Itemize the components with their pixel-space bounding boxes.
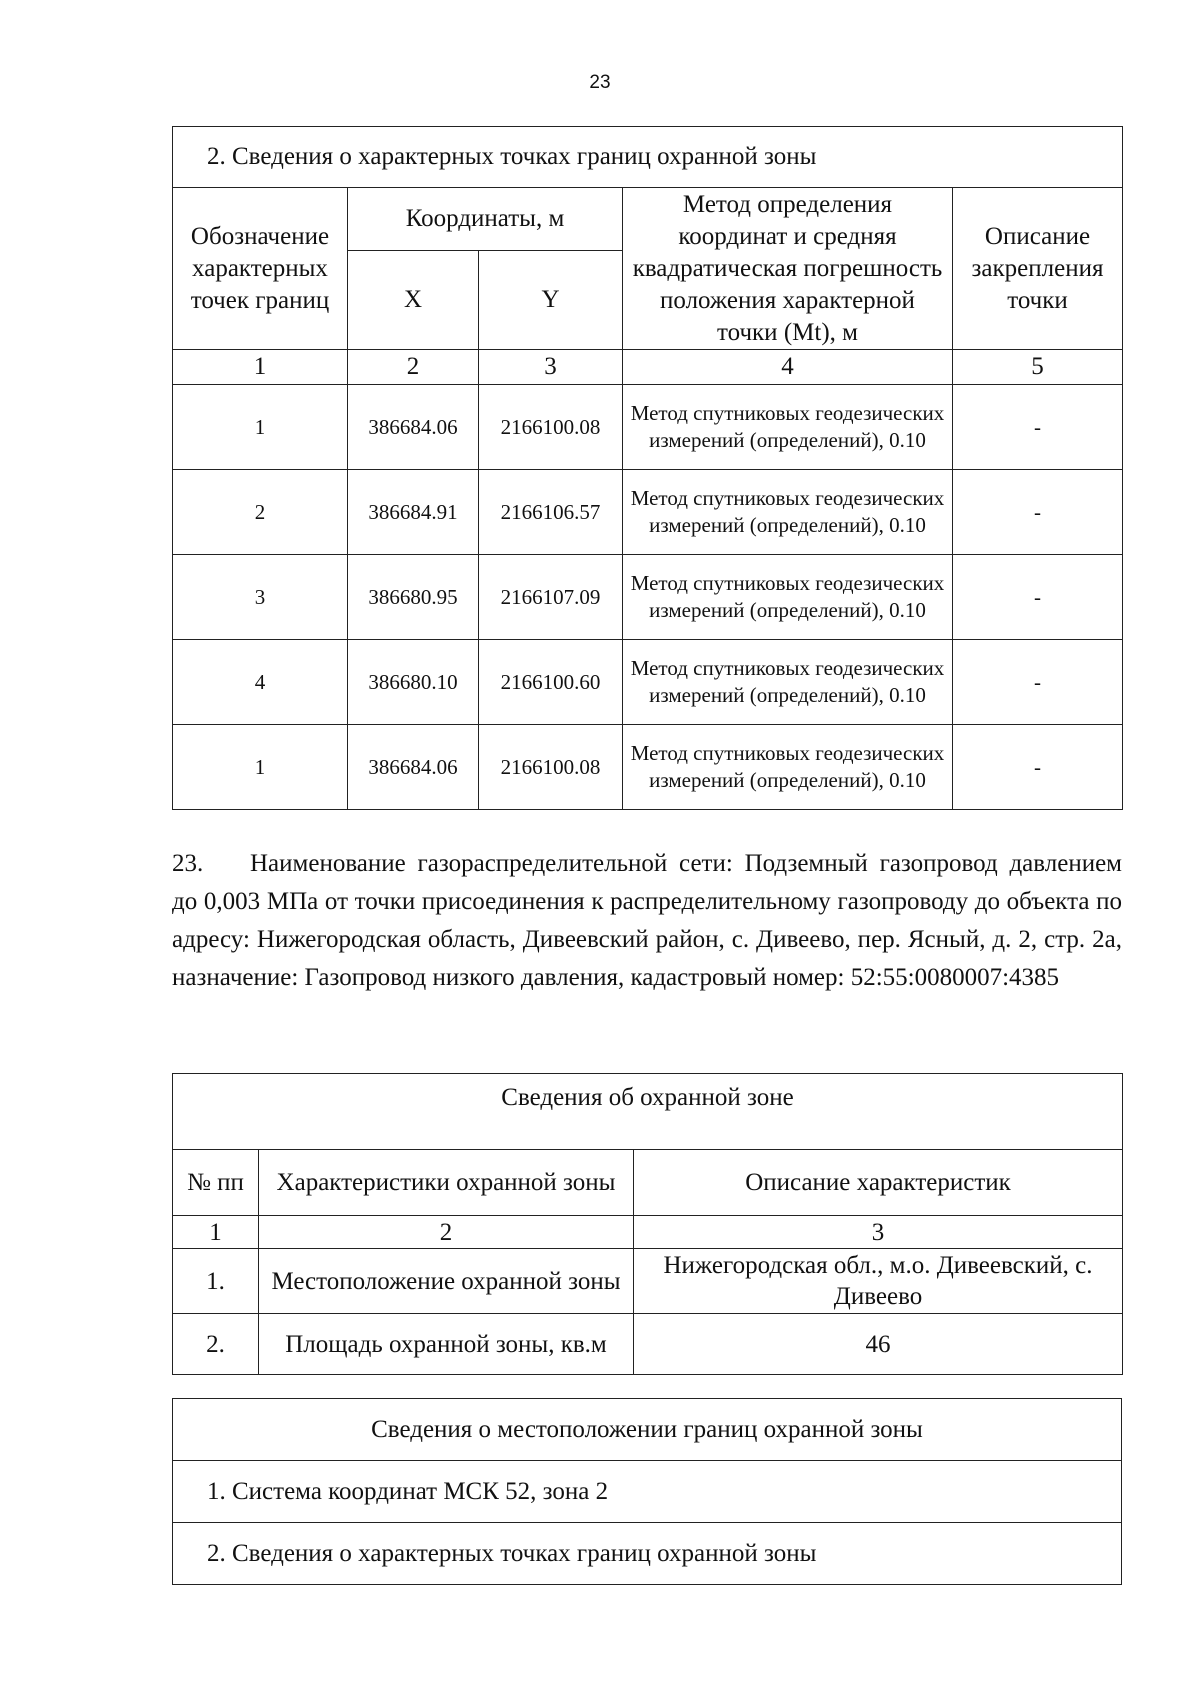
method: Метод спутниковых геодезических измерений (определений), 0.10 — [623, 640, 953, 725]
table-title: Сведения об охранной зоне — [173, 1074, 1123, 1150]
method: Метод спутниковых геодезических измерений (определений), 0.10 — [623, 385, 953, 470]
table-row — [173, 725, 1123, 810]
boundary-location-table — [172, 1398, 1122, 1585]
header-coordinates: Координаты, м — [348, 188, 623, 251]
header-characteristics: Характеристики охранной зоны — [259, 1150, 634, 1216]
header-designation: Обозначение характерных точек границ — [173, 188, 348, 350]
fixation-description: - — [953, 725, 1123, 810]
coord-y: 2166100.60 — [479, 640, 623, 725]
characteristic-value: Нижегородская обл., м.о. Дивеевский, с. Дивеево — [634, 1249, 1123, 1314]
coord-y: 2166106.57 — [479, 470, 623, 555]
table-row — [173, 1249, 1123, 1314]
characteristic-value: 46 — [634, 1314, 1123, 1375]
boundary-points-heading: 2. Сведения о характерных точках границ охранной зоны — [173, 1523, 1122, 1585]
coordinate-system: 1. Система координат МСК 52, зона 2 — [173, 1461, 1122, 1523]
characteristic-name: Площадь охранной зоны, кв.м — [259, 1314, 634, 1375]
point-number: 4 — [173, 640, 348, 725]
column-number: 1 — [173, 1216, 259, 1249]
fixation-description: - — [953, 640, 1123, 725]
header-y: Y — [479, 251, 623, 350]
column-number: 3 — [479, 350, 623, 385]
header-x: X — [348, 251, 479, 350]
coord-x: 386680.10 — [348, 640, 479, 725]
row-number: 1. — [173, 1249, 259, 1314]
table-row — [173, 640, 1123, 725]
column-number: 4 — [623, 350, 953, 385]
point-number: 3 — [173, 555, 348, 640]
table-row — [173, 385, 1123, 470]
table-row — [173, 1314, 1123, 1375]
characteristic-name: Местоположение охранной зоны — [259, 1249, 634, 1314]
coord-y: 2166100.08 — [479, 385, 623, 470]
coord-y: 2166107.09 — [479, 555, 623, 640]
coord-y: 2166100.08 — [479, 725, 623, 810]
boundary-points-table — [172, 126, 1123, 810]
point-number: 1 — [173, 725, 348, 810]
protection-zone-table — [172, 1073, 1123, 1375]
paragraph-text: Наименование газораспределительной сети: Подземный газопровод давлением до 0,003 МПа от точки присоединения к распределительному газопроводу до объекта по адресу: Нижегородская область, Дивеевский район, с. Дивеево, пер. Ясный, д. 2, стр. 2а, назначение: Газопровод низкого давления, кадастровый номер: 52:55:0080007:4385 — [172, 850, 1122, 991]
row-number: 2. — [173, 1314, 259, 1375]
column-number: 5 — [953, 350, 1123, 385]
column-number: 1 — [173, 350, 348, 385]
coord-x: 386684.06 — [348, 385, 479, 470]
header-number: № пп — [173, 1150, 259, 1216]
table-row — [173, 555, 1123, 640]
point-number: 1 — [173, 385, 348, 470]
fixation-description: - — [953, 385, 1123, 470]
method: Метод спутниковых геодезических измерений (определений), 0.10 — [623, 470, 953, 555]
table-title: Сведения о местоположении границ охранной зоны — [173, 1399, 1122, 1461]
table-row — [173, 470, 1123, 555]
fixation-description: - — [953, 470, 1123, 555]
header-method: Метод определения координат и средняя квадратическая погрешность положения характерной точки (Mt), м — [623, 188, 953, 350]
fixation-description: - — [953, 555, 1123, 640]
coord-x: 386684.06 — [348, 725, 479, 810]
network-paragraph — [172, 845, 1122, 997]
coord-x: 386684.91 — [348, 470, 479, 555]
table-title: 2. Сведения о характерных точках границ охранной зоны — [173, 127, 1123, 188]
header-description: Описание характеристик — [634, 1150, 1123, 1216]
page-number: 23 — [589, 72, 611, 93]
column-number: 3 — [634, 1216, 1123, 1249]
paragraph-number: 23. — [172, 850, 204, 877]
method: Метод спутниковых геодезических измерений (определений), 0.10 — [623, 725, 953, 810]
column-number: 2 — [259, 1216, 634, 1249]
point-number: 2 — [173, 470, 348, 555]
coord-x: 386680.95 — [348, 555, 479, 640]
header-description: Описание закрепления точки — [953, 188, 1123, 350]
column-number: 2 — [348, 350, 479, 385]
method: Метод спутниковых геодезических измерений (определений), 0.10 — [623, 555, 953, 640]
